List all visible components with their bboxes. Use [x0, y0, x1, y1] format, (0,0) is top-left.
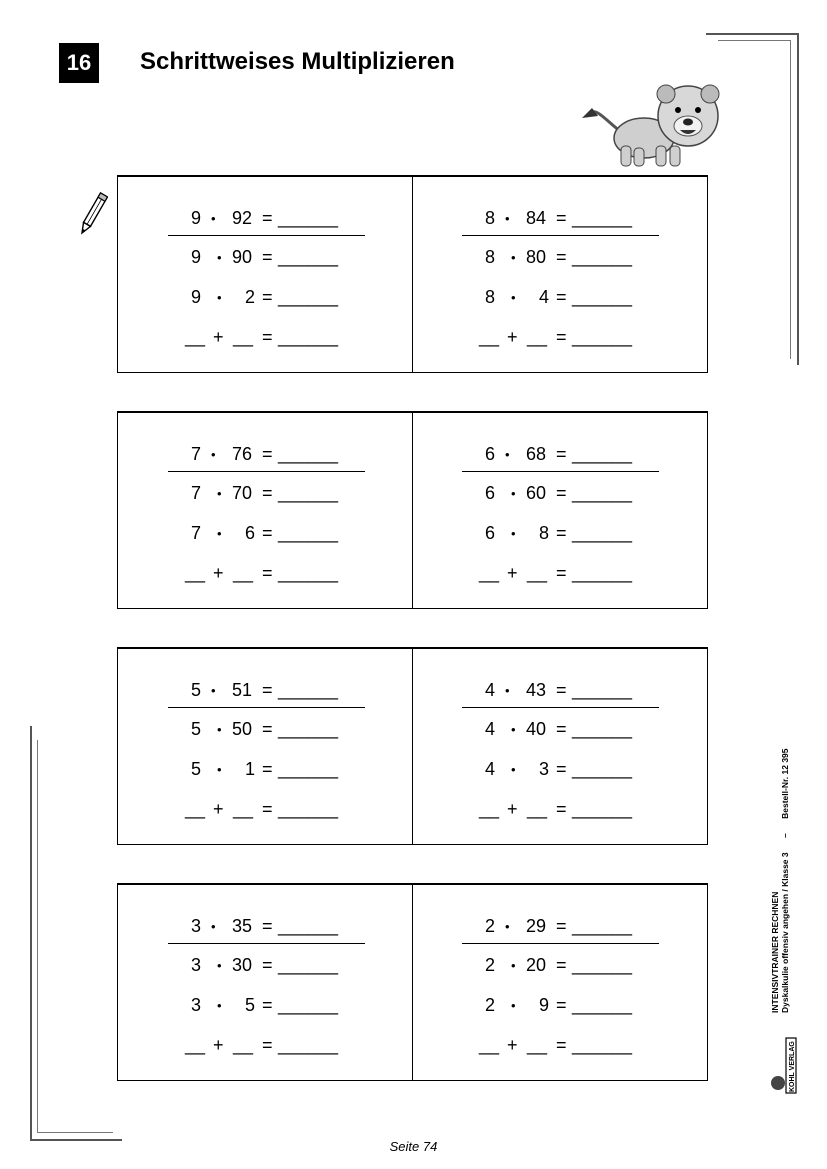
tens-line: 7 • 70 = ______ — [191, 483, 339, 503]
answer-blank[interactable]: ______ — [278, 444, 339, 464]
divider-line — [168, 707, 365, 708]
answer-blank[interactable]: ______ — [572, 327, 633, 347]
lion-cub-illustration — [576, 80, 736, 172]
answer-blank[interactable]: __ — [233, 1035, 254, 1055]
answer-blank[interactable]: ______ — [572, 680, 633, 700]
tens-line: 6 • 60 = ______ — [485, 483, 633, 503]
decorative-frame-bottom-left-inner — [37, 740, 113, 1133]
answer-blank[interactable]: ______ — [572, 523, 633, 543]
exercise-block — [117, 647, 708, 845]
answer-blank[interactable]: ______ — [572, 955, 633, 975]
answer-blank[interactable]: __ — [233, 799, 254, 819]
divider-line — [462, 235, 659, 236]
answer-blank[interactable]: __ — [479, 1035, 500, 1055]
ones-line: 4 • 3 = ______ — [485, 759, 633, 779]
publisher-logo — [770, 1028, 800, 1098]
tens-line: 9 • 90 = ______ — [191, 247, 339, 267]
answer-blank[interactable]: ______ — [278, 799, 339, 819]
sum-line: __ + __ = ______ — [479, 799, 633, 819]
sum-line: __ + __ = ______ — [185, 327, 339, 347]
exercise-number-badge: 16 — [59, 43, 99, 83]
sidebar-series: INTENSIVTRAINER RECHNEN — [770, 891, 780, 1013]
answer-blank[interactable]: ______ — [572, 287, 633, 307]
tens-line: 8 • 80 = ______ — [485, 247, 633, 267]
sum-line: __ + __ = ______ — [185, 799, 339, 819]
answer-blank[interactable]: ______ — [278, 916, 339, 936]
exercise-block — [117, 175, 708, 373]
exercise-cell — [118, 649, 412, 844]
answer-blank[interactable]: ______ — [278, 1035, 339, 1055]
page-number: Seite 74 — [389, 1139, 438, 1154]
sum-line: __ + __ = ______ — [479, 327, 633, 347]
exercise-cell — [118, 885, 412, 1080]
task-line: 4 • 43 = ______ — [485, 680, 633, 700]
tens-line: 3 • 30 = ______ — [191, 955, 339, 975]
ones-line: 3 • 5 = ______ — [191, 995, 339, 1015]
answer-blank[interactable]: ______ — [278, 563, 339, 583]
answer-blank[interactable]: ______ — [278, 287, 339, 307]
answer-blank[interactable]: ______ — [572, 444, 633, 464]
answer-blank[interactable]: __ — [185, 799, 206, 819]
answer-blank[interactable]: ______ — [278, 483, 339, 503]
sidebar-text — [770, 748, 790, 1013]
exercise-cell — [118, 177, 412, 372]
ones-line: 2 • 9 = ______ — [485, 995, 633, 1015]
exercise-block — [117, 883, 708, 1081]
answer-blank[interactable]: ______ — [278, 327, 339, 347]
publisher-sidebar — [770, 713, 804, 1013]
exercise-cell — [412, 413, 707, 608]
sidebar-order-number: Bestell-Nr. 12 395 — [780, 748, 790, 819]
ones-line: 8 • 4 = ______ — [485, 287, 633, 307]
ones-line: 5 • 1 = ______ — [191, 759, 339, 779]
sidebar-subtitle: Dyskalkulie offensiv angehen / Klasse 3 — [780, 852, 790, 1013]
divider-line — [462, 943, 659, 944]
answer-blank[interactable]: __ — [185, 563, 206, 583]
sum-line: __ + __ = ______ — [479, 563, 633, 583]
divider-line — [462, 471, 659, 472]
answer-blank[interactable]: ______ — [572, 916, 633, 936]
sum-line: __ + __ = ______ — [185, 563, 339, 583]
answer-blank[interactable]: __ — [185, 1035, 206, 1055]
answer-blank[interactable]: ______ — [278, 995, 339, 1015]
divider-line — [168, 235, 365, 236]
answer-blank[interactable]: __ — [527, 563, 548, 583]
answer-blank[interactable]: __ — [479, 799, 500, 819]
answer-blank[interactable]: __ — [527, 1035, 548, 1055]
sum-line: __ + __ = ______ — [479, 1035, 633, 1055]
answer-blank[interactable]: ______ — [278, 759, 339, 779]
tens-line: 2 • 20 = ______ — [485, 955, 633, 975]
answer-blank[interactable]: __ — [185, 327, 206, 347]
ones-line: 7 • 6 = ______ — [191, 523, 339, 543]
answer-blank[interactable]: ______ — [572, 1035, 633, 1055]
answer-blank[interactable]: __ — [527, 799, 548, 819]
ones-line: 6 • 8 = ______ — [485, 523, 633, 543]
sidebar-dash: – — [780, 833, 790, 838]
exercise-block — [117, 411, 708, 609]
task-line: 6 • 68 = ______ — [485, 444, 633, 464]
answer-blank[interactable]: __ — [479, 327, 500, 347]
task-line: 5 • 51 = ______ — [191, 680, 339, 700]
answer-blank[interactable]: ______ — [572, 247, 633, 267]
answer-blank[interactable]: ______ — [278, 719, 339, 739]
task-line: 7 • 76 = ______ — [191, 444, 339, 464]
divider-line — [462, 707, 659, 708]
tens-line: 4 • 40 = ______ — [485, 719, 633, 739]
answer-blank[interactable]: __ — [233, 563, 254, 583]
answer-blank[interactable]: ______ — [278, 680, 339, 700]
answer-blank[interactable]: ______ — [278, 208, 339, 228]
divider-line — [168, 471, 365, 472]
exercise-cell — [412, 177, 707, 372]
answer-blank[interactable]: ______ — [572, 759, 633, 779]
divider-line — [168, 943, 365, 944]
task-line: 2 • 29 = ______ — [485, 916, 633, 936]
answer-blank[interactable]: __ — [527, 327, 548, 347]
answer-blank[interactable]: __ — [479, 563, 500, 583]
answer-blank[interactable]: ______ — [572, 719, 633, 739]
answer-blank[interactable]: ______ — [572, 208, 633, 228]
answer-blank[interactable]: ______ — [278, 523, 339, 543]
page-title: Schrittweises Multiplizieren — [140, 48, 455, 75]
answer-blank[interactable]: ______ — [278, 247, 339, 267]
answer-blank[interactable]: ______ — [572, 483, 633, 503]
sum-line: __ + __ = ______ — [185, 1035, 339, 1055]
task-line: 3 • 35 = ______ — [191, 916, 339, 936]
answer-blank[interactable]: ______ — [572, 563, 633, 583]
task-line: 8 • 84 = ______ — [485, 208, 633, 228]
answer-blank[interactable]: ______ — [278, 955, 339, 975]
answer-blank[interactable]: __ — [233, 327, 254, 347]
tens-line: 5 • 50 = ______ — [191, 719, 339, 739]
answer-blank[interactable]: ______ — [572, 799, 633, 819]
exercise-cell — [118, 413, 412, 608]
pencil-icon — [78, 190, 108, 238]
exercise-cell — [412, 885, 707, 1080]
exercise-cell — [412, 649, 707, 844]
task-line: 9 • 92 = ______ — [191, 208, 339, 228]
answer-blank[interactable]: ______ — [572, 995, 633, 1015]
svg-text:KOHL VERLAG: KOHL VERLAG — [789, 1041, 796, 1092]
ones-line: 9 • 2 = ______ — [191, 287, 339, 307]
